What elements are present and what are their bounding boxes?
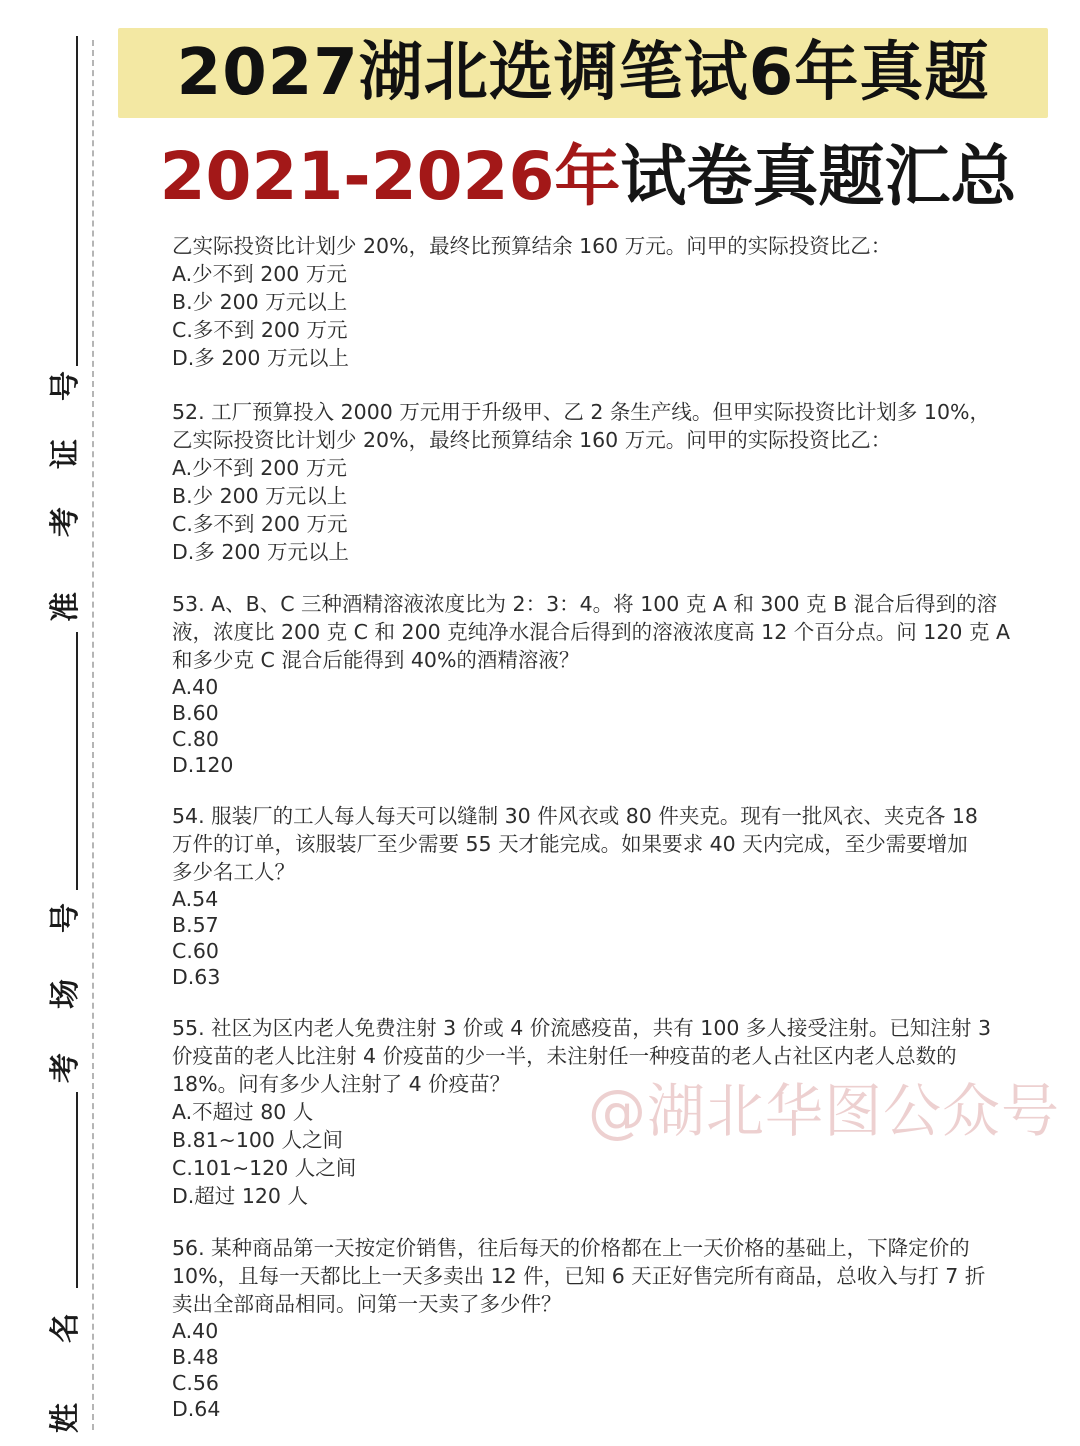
option-b: B.48 <box>172 1345 219 1369</box>
binding-label-kao-1: 考 <box>48 507 83 537</box>
option-d: D.63 <box>172 965 221 989</box>
binding-label-zheng: 证 <box>48 439 83 469</box>
question-stem <box>172 398 1042 454</box>
option-c: C.多不到 200 万元 <box>172 512 348 536</box>
question-56 <box>172 1234 1042 1422</box>
option-a: A.少不到 200 万元 <box>172 262 347 286</box>
option-b: B.57 <box>172 913 219 937</box>
option-d: D.64 <box>172 1397 221 1421</box>
binding-label-xing: 姓 <box>48 1403 83 1433</box>
option-d: D.多 200 万元以上 <box>172 540 349 564</box>
question-stem <box>172 590 1042 674</box>
question-51-continued <box>172 232 1042 372</box>
option-c: C.80 <box>172 727 219 751</box>
stem-line: 和多少克 C 混合后能得到 40%的酒精溶液？ <box>172 648 580 672</box>
stem-line: 10%，且每一天都比上一天多卖出 12 件，已知 6 天正好售完所有商品，总收入与打 7 折 <box>172 1264 986 1288</box>
option-b: B.81~100 人之间 <box>172 1128 343 1152</box>
option-a: A.40 <box>172 675 219 699</box>
question-list <box>172 232 1042 1446</box>
option-d: D.多 200 万元以上 <box>172 346 349 370</box>
option-b: B.少 200 万元以上 <box>172 484 348 508</box>
binding-label-zhun: 准 <box>48 592 83 622</box>
stem-line: 54. 服装厂的工人每人每天可以缝制 30 件风衣或 80 件夹克。现有一批风衣、夹克各 18 <box>172 804 978 828</box>
question-stem <box>172 1234 1042 1318</box>
stem-line: 液，浓度比 200 克 C 和 200 克纯净水混合后得到的溶液浓度高 12 个百分点。问 120 克 A <box>172 620 1010 644</box>
fill-line-name-top <box>76 1092 78 1288</box>
stem-line: 多少名工人？ <box>172 860 295 884</box>
binding-label-hao-1: 号 <box>48 371 83 401</box>
fill-line-admission-top <box>76 36 78 366</box>
binding-label-kao-2: 考 <box>48 1053 83 1083</box>
stem-line: 53. A、B、C 三种酒精溶液浓度比为 2：3：4。将 100 克 A 和 300 克 B 混合后得到的溶 <box>172 592 998 616</box>
option-b: B.60 <box>172 701 219 725</box>
option-c: C.60 <box>172 939 219 963</box>
binding-cut-line <box>92 40 94 1430</box>
option-c: C.56 <box>172 1371 219 1395</box>
option-c: C.多不到 200 万元 <box>172 318 348 342</box>
question-54 <box>172 802 1042 990</box>
option-c: C.101~120 人之间 <box>172 1156 357 1180</box>
stem-line: 18%。问有多少人注射了 4 价疫苗？ <box>172 1072 511 1096</box>
stem-line: 55. 社区为区内老人免费注射 3 价或 4 价流感疫苗，共有 100 多人接受注射。已知注射 3 <box>172 1016 991 1040</box>
option-b: B.少 200 万元以上 <box>172 290 348 314</box>
option-d: D.120 <box>172 753 234 777</box>
question-53 <box>172 590 1042 778</box>
option-a: A.40 <box>172 1319 219 1343</box>
binding-label-hao-2: 号 <box>48 903 83 933</box>
stem-line: 价疫苗的老人比注射 4 价疫苗的少一半，未注射任一种疫苗的老人占社区内老人总数的 <box>172 1044 957 1068</box>
stem-line: 乙实际投资比计划少 20%，最终比预算结余 160 万元。问甲的实际投资比乙： <box>172 428 892 452</box>
option-a: A.54 <box>172 887 219 911</box>
option-a: A.少不到 200 万元 <box>172 456 347 480</box>
binding-label-chang: 场 <box>48 979 83 1009</box>
subtitle-text: 试卷真题汇总 <box>620 138 1017 215</box>
stem-line: 52. 工厂预算投入 2000 万元用于升级甲、乙 2 条生产线。但甲实际投资比计划多 10%， <box>172 400 990 424</box>
option-a: A.不超过 80 人 <box>172 1100 314 1124</box>
option-d: D.超过 120 人 <box>172 1184 308 1208</box>
page-title: 2027湖北选调笔试6年真题 <box>176 36 990 110</box>
watermark-text: @湖北华图公众号 <box>588 1077 1061 1145</box>
question-stem <box>172 802 1042 886</box>
page-subtitle <box>128 132 1048 222</box>
binding-label-ming: 名 <box>48 1313 83 1343</box>
question-stem <box>172 232 1042 260</box>
fill-line-room-top <box>76 632 78 890</box>
stem-line: 56. 某种商品第一天按定价销售，往后每天的价格都在上一天价格的基础上，下降定价的 <box>172 1236 970 1260</box>
stem-line: 卖出全部商品相同。问第一天卖了多少件？ <box>172 1292 562 1316</box>
stem-line: 万件的订单，该服装厂至少需要 55 天才能完成。如果要求 40 天内完成，至少需要增加 <box>172 832 968 856</box>
subtitle-years: 2021-2026年 <box>159 138 621 215</box>
question-52 <box>172 398 1042 566</box>
stem-line: 乙实际投资比计划少 20%，最终比预算结余 160 万元。问甲的实际投资比乙： <box>172 234 892 258</box>
